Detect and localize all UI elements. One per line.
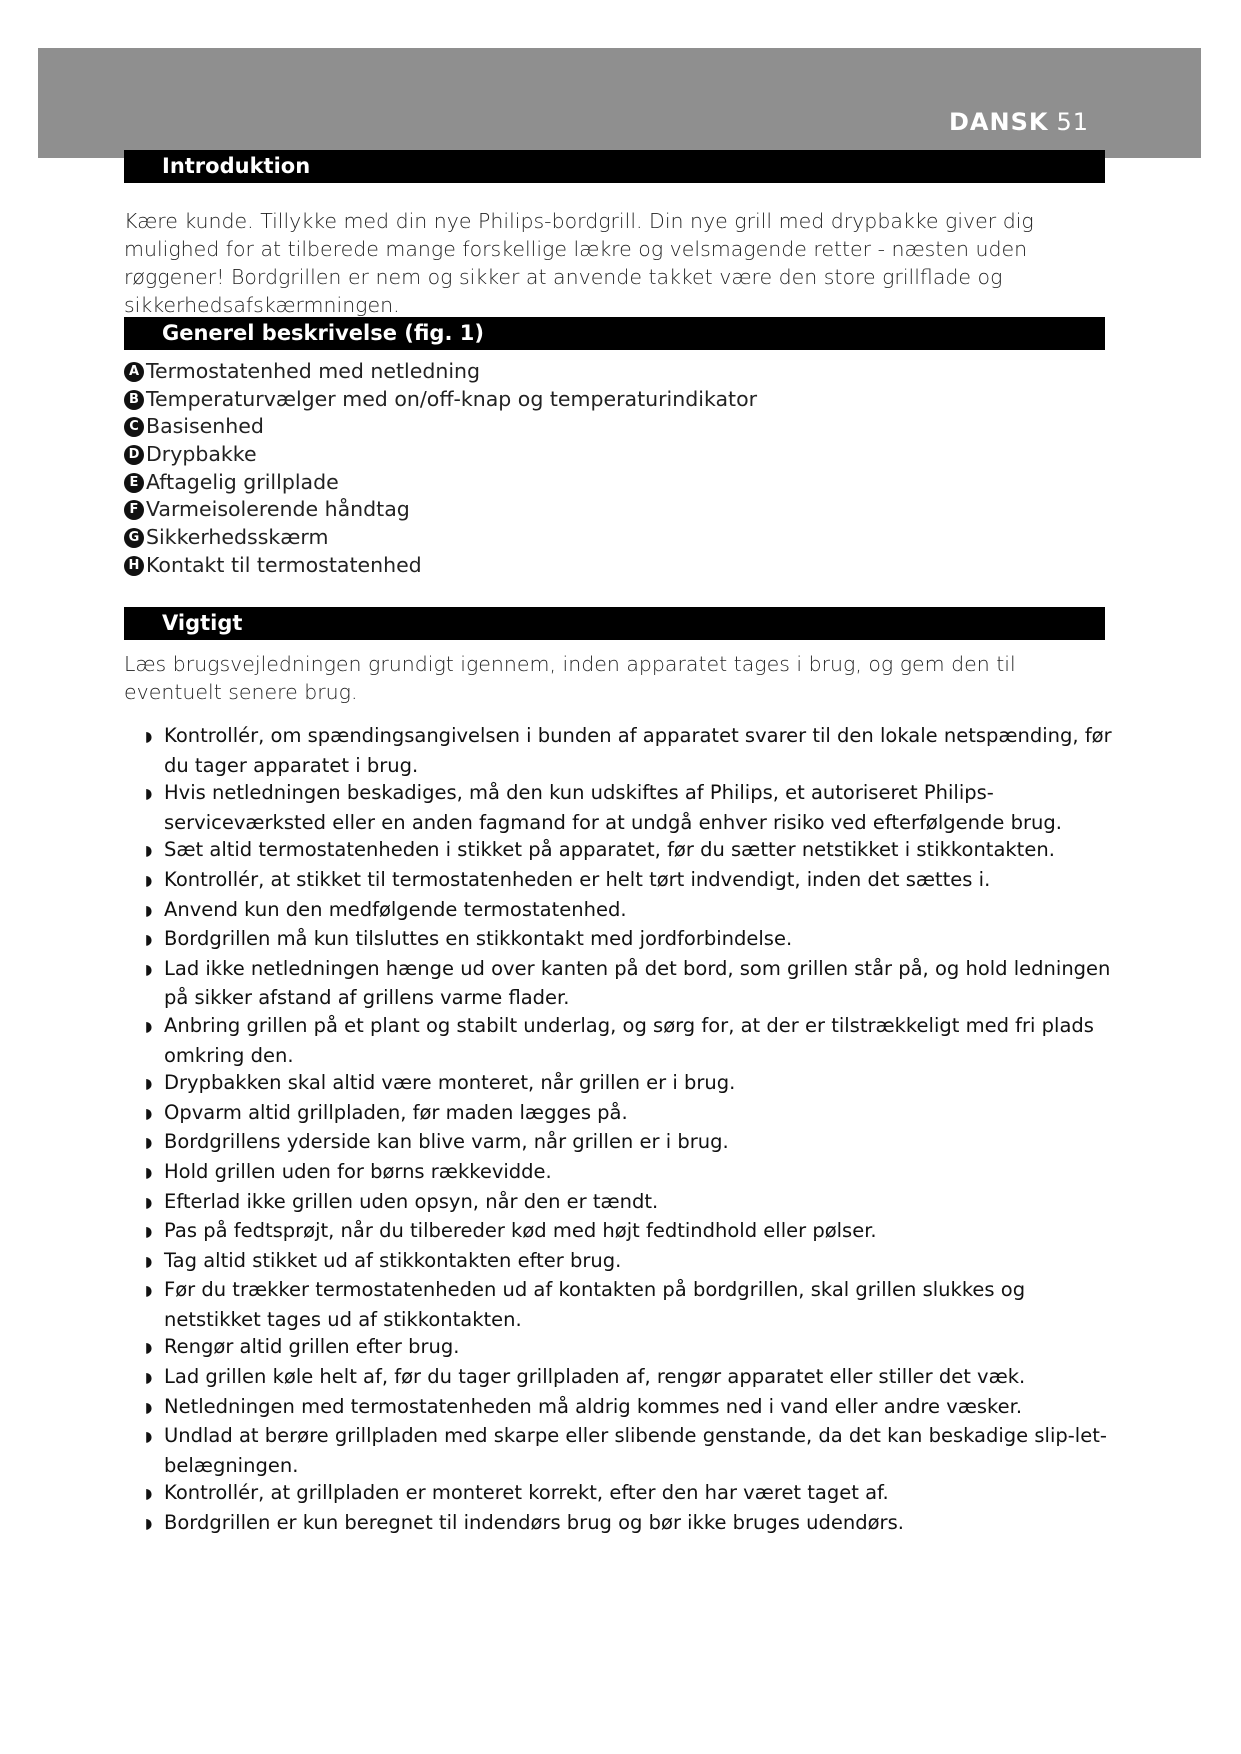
part-label: Sikkerhedsskærm	[146, 525, 329, 550]
rule-text: Efterlad ikke grillen uden opsyn, når den er tændt.	[164, 1189, 659, 1213]
vigtigt-paragraph: Læs brugsvejledningen grundigt igennem, inden apparatet tages i brug, og gem den til eventuelt senere brug.	[124, 652, 1016, 704]
list-item	[124, 955, 1114, 1012]
intro-paragraph: Kære kunde. Tillykke med din nye Philips-bordgrill. Din nye grill med drypbakke giver dig mulighed for at tilberede mange forskellige lækre og velsmagende retter - næsten uden røggener! Bordgrillen er nem og sikker at anvende takket være den store grillflade og sikkerhedsafskærmningen.	[124, 209, 1034, 317]
bullet-icon: ◗	[145, 786, 153, 803]
rule-text: Lad ikke netledningen hænge ud over kanten på det bord, som grillen står på, og hold ledningen på sikker afstand af grillens varme flader.	[164, 956, 1111, 1010]
list-item	[124, 1069, 1114, 1099]
rule-text: Lad grillen køle helt af, før du tager grillpladen af, rengør apparatet eller stiller det væk.	[164, 1365, 1026, 1389]
bullet-icon: ◗	[145, 902, 153, 919]
bullet-icon: ◗	[145, 1370, 153, 1387]
rule-text: Anbring grillen på et plant og stabilt underlag, og sørg for, at der er tilstrækkeligt med fri plads omkring den.	[164, 1013, 1094, 1067]
rule-text: Anvend kun den medfølgende termostatenhed.	[164, 897, 627, 921]
bullet-icon: ◗	[145, 1516, 153, 1533]
rule-text: Bordgrillen er kun beregnet til indendørs brug og bør ikke bruges udendørs.	[164, 1511, 904, 1535]
part-item	[124, 524, 757, 552]
section-heading-generel-beskrivelse: Generel beskrivelse (fig. 1)	[124, 317, 1105, 350]
part-item	[124, 469, 757, 497]
list-item	[124, 1333, 1114, 1363]
rule-text: Hold grillen uden for børns rækkevidde.	[164, 1159, 552, 1183]
list-item	[124, 866, 1114, 896]
list-item	[124, 1422, 1114, 1479]
bullet-icon: ◗	[145, 1429, 153, 1446]
rule-text: Sæt altid termostatenheden i stikket på apparatet, før du sætter netstikket i stikkontakten.	[164, 838, 1055, 862]
letter-badge-icon: C	[124, 417, 144, 437]
letter-badge-icon: H	[124, 556, 144, 576]
list-item	[124, 1479, 1114, 1509]
rule-text: Drypbakken skal altid være monteret, når grillen er i brug.	[164, 1071, 736, 1095]
bullet-icon: ◗	[145, 1253, 153, 1270]
bullet-icon: ◗	[145, 1283, 153, 1300]
bullet-icon: ◗	[145, 1224, 153, 1241]
bullet-icon: ◗	[145, 1135, 153, 1152]
letter-badge-icon: E	[124, 473, 144, 493]
safety-rules-list	[124, 722, 1114, 1539]
rule-text: Kontrollér, at stikket til termostatenheden er helt tørt indvendigt, inden det sættes i.	[164, 867, 991, 891]
section-heading-vigtigt: Vigtigt	[124, 607, 1105, 640]
bullet-icon: ◗	[145, 729, 153, 745]
bullet-icon: ◗	[145, 961, 153, 978]
list-item	[124, 1363, 1114, 1393]
rule-text: Bordgrillen må kun tilsluttes en stikkontakt med jordforbindelse.	[164, 927, 793, 951]
bullet-icon: ◗	[145, 1105, 153, 1122]
part-item	[124, 358, 757, 386]
list-item	[124, 896, 1114, 926]
list-item	[124, 1247, 1114, 1277]
list-item	[124, 779, 1114, 836]
rule-text: Pas på fedtsprøjt, når du tilbereder kød med højt fedtindhold eller pølser.	[164, 1219, 877, 1243]
bullet-icon: ◗	[145, 1340, 153, 1357]
list-item	[124, 1217, 1114, 1247]
letter-badge-icon: A	[124, 362, 144, 382]
rule-text: Rengør altid grillen efter brug.	[164, 1335, 460, 1359]
bullet-icon: ◗	[145, 872, 153, 889]
list-item	[124, 1509, 1114, 1539]
part-label: Termostatenhed med netledning	[146, 359, 481, 383]
letter-badge-icon: G	[124, 528, 144, 548]
list-item	[124, 1276, 1114, 1333]
section-heading-introduktion: Introduktion	[124, 150, 1105, 183]
part-label: Aftagelig grillplade	[146, 469, 339, 494]
rule-text: Netledningen med termostatenheden må aldrig kommes ned i vand eller andre væsker.	[164, 1394, 1023, 1418]
part-item	[124, 413, 757, 441]
language-label: DANSK	[948, 108, 1049, 136]
letter-badge-icon: B	[124, 390, 144, 410]
rule-text: Kontrollér, om spændingsangivelsen i bunden af apparatet svarer til den lokale netspænding, før du tager apparatet i brug.	[164, 724, 1112, 777]
part-item	[124, 386, 757, 414]
part-label: Kontakt til termostatenhed	[146, 552, 422, 577]
bullet-icon: ◗	[145, 1486, 153, 1503]
part-item	[124, 552, 757, 580]
rule-text: Hvis netledningen beskadiges, må den kun udskiftes af Philips, et autoriseret Philips-serviceværksted eller en anden fagmand for at undgå enhver risiko ved efterfølgende brug.	[164, 781, 1062, 834]
part-item	[124, 441, 757, 469]
part-label: Varmeisolerende håndtag	[146, 497, 410, 522]
list-item	[124, 1158, 1114, 1188]
list-item	[124, 1393, 1114, 1423]
list-item	[124, 1099, 1114, 1129]
bullet-icon: ◗	[145, 1399, 153, 1416]
bullet-icon: ◗	[145, 932, 153, 949]
rule-text: Bordgrillens yderside kan blive varm, når grillen er i brug.	[164, 1130, 729, 1154]
list-item	[124, 1012, 1114, 1069]
bullet-icon: ◗	[145, 1194, 153, 1211]
rule-text: Kontrollér, at grillpladen er monteret korrekt, efter den har været taget af.	[164, 1481, 889, 1505]
bullet-icon: ◗	[145, 1076, 153, 1093]
part-label: Basisenhed	[146, 414, 264, 439]
part-item	[124, 496, 757, 524]
rule-text: Tag altid stikket ud af stikkontakten efter brug.	[164, 1248, 622, 1272]
rule-text: Opvarm altid grillpladen, før maden lægges på.	[164, 1100, 628, 1124]
part-label: Temperaturvælger med on/off-knap og temperaturindikator	[146, 386, 758, 411]
list-item	[124, 1188, 1114, 1218]
header-band	[38, 48, 1201, 158]
parts-list	[124, 358, 757, 580]
list-item	[124, 925, 1114, 955]
list-item	[124, 836, 1114, 866]
bullet-icon: ◗	[145, 1164, 153, 1181]
page-number: 51	[1056, 108, 1089, 136]
rule-text: Undlad at berøre grillpladen med skarpe eller slibende genstande, da det kan beskadige slip-let-belægningen.	[164, 1424, 1107, 1477]
list-item	[124, 722, 1114, 779]
page-header	[949, 108, 1089, 136]
list-item	[124, 1128, 1114, 1158]
part-label: Drypbakke	[146, 442, 257, 467]
rule-text: Før du trækker termostatenheden ud af kontakten på bordgrillen, skal grillen slukkes og netstikket tages ud af stikkontakten.	[164, 1278, 1026, 1331]
letter-badge-icon: D	[124, 445, 144, 465]
letter-badge-icon: F	[124, 500, 144, 520]
bullet-icon: ◗	[145, 843, 153, 860]
bullet-icon: ◗	[145, 1018, 153, 1035]
